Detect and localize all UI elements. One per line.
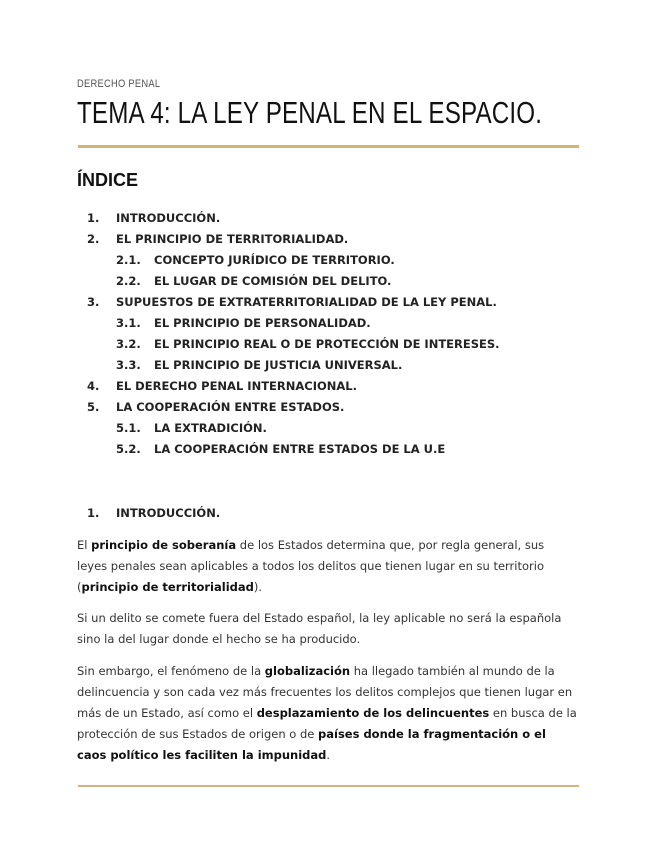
toc-item-number: 3.3. [116, 358, 141, 372]
title-divider [78, 145, 579, 148]
text-run: ha llegado también al mundo de la delincuencia y son cada vez más frecuentes los delitos complejos que tienen lugar en más de un Estado, así como el [77, 664, 573, 720]
toc-item-number: 5.2. [116, 442, 141, 456]
toc-item[interactable] [0, 376, 655, 397]
toc-item-label: EL PRINCIPIO DE TERRITORIALIDAD. [116, 232, 349, 246]
footer-divider [78, 785, 579, 787]
bold-term: países donde la fragmentación o el caos político les faciliten la impunidad [77, 727, 546, 762]
section-title: INTRODUCCIÓN. [116, 506, 221, 520]
toc-item[interactable] [0, 292, 655, 313]
toc-item-label: CONCEPTO JURÍDICO DE TERRITORIO. [154, 253, 395, 267]
text-run: . [326, 748, 331, 762]
toc-item-number: 5. [87, 400, 100, 414]
subject-label: DERECHO PENAL [77, 78, 161, 90]
toc-item-number: 3.1. [116, 316, 141, 330]
toc-item-number: 3.2. [116, 337, 141, 351]
toc-subitem[interactable] [0, 271, 655, 292]
toc-item-label: EL PRINCIPIO DE JUSTICIA UNIVERSAL. [154, 358, 403, 372]
toc-item-label: LA COOPERACIÓN ENTRE ESTADOS DE LA U.E [154, 442, 446, 456]
text-run: de los Estados determina que, por regla general, sus leyes penales sean aplicables a todos los delitos que tienen lugar en su territorio ( [77, 538, 545, 594]
toc-item-number: 4. [87, 379, 100, 393]
toc-subitem[interactable] [0, 334, 655, 355]
toc-item[interactable] [0, 397, 655, 418]
toc-subitem[interactable] [0, 355, 655, 376]
bold-term: principio de territorialidad [81, 580, 254, 594]
toc-item[interactable] [0, 229, 655, 250]
toc-subitem[interactable] [0, 250, 655, 271]
toc-item-label: LA EXTRADICIÓN. [154, 421, 267, 435]
bold-term: globalización [264, 664, 351, 678]
text-run: en busca de la protección de sus Estados de origen o de [77, 706, 577, 741]
toc-item-number: 3. [87, 295, 100, 309]
bold-term: desplazamiento de los delincuentes [256, 706, 490, 720]
table-of-contents [0, 208, 655, 460]
toc-item-label: EL LUGAR DE COMISIÓN DEL DELITO. [154, 274, 392, 288]
text-run: ). [253, 580, 263, 594]
toc-item-number: 5.1. [116, 421, 141, 435]
bold-term: principio de soberanía [91, 538, 237, 552]
paragraph-foreign-crime: Si un delito se comete fuera del Estado español, la ley aplicable no será la española sino la del lugar donde el hecho se ha producido. [77, 611, 562, 646]
toc-item-label: INTRODUCCIÓN. [116, 211, 221, 225]
toc-subitem[interactable] [0, 313, 655, 334]
page-title: TEMA 4: LA LEY PENAL EN EL ESPACIO. [77, 95, 543, 130]
section-heading [0, 503, 655, 523]
toc-item-number: 1. [87, 211, 100, 225]
toc-subitem[interactable] [0, 439, 655, 460]
toc-item-number: 2.2. [116, 274, 141, 288]
toc-item-label: EL DERECHO PENAL INTERNACIONAL. [116, 379, 357, 393]
paragraph-sovereignty [77, 535, 577, 598]
paragraph-globalization [77, 661, 577, 766]
toc-item-label: EL PRINCIPIO DE PERSONALIDAD. [154, 316, 371, 330]
toc-item-label: SUPUESTOS DE EXTRATERRITORIALIDAD DE LA LEY PENAL. [116, 295, 497, 309]
toc-item-label: LA COOPERACIÓN ENTRE ESTADOS. [116, 400, 345, 414]
toc-item[interactable] [0, 208, 655, 229]
toc-item-number: 2.1. [116, 253, 141, 267]
toc-subitem[interactable] [0, 418, 655, 439]
index-heading: ÍNDICE [77, 170, 139, 190]
text-run: El [77, 538, 92, 552]
text-run: Sin embargo, el fenómeno de la [77, 664, 265, 678]
toc-item-number: 2. [87, 232, 100, 246]
toc-item-label: EL PRINCIPIO REAL O DE PROTECCIÓN DE INTERESES. [154, 337, 500, 351]
section-number: 1. [87, 506, 100, 520]
